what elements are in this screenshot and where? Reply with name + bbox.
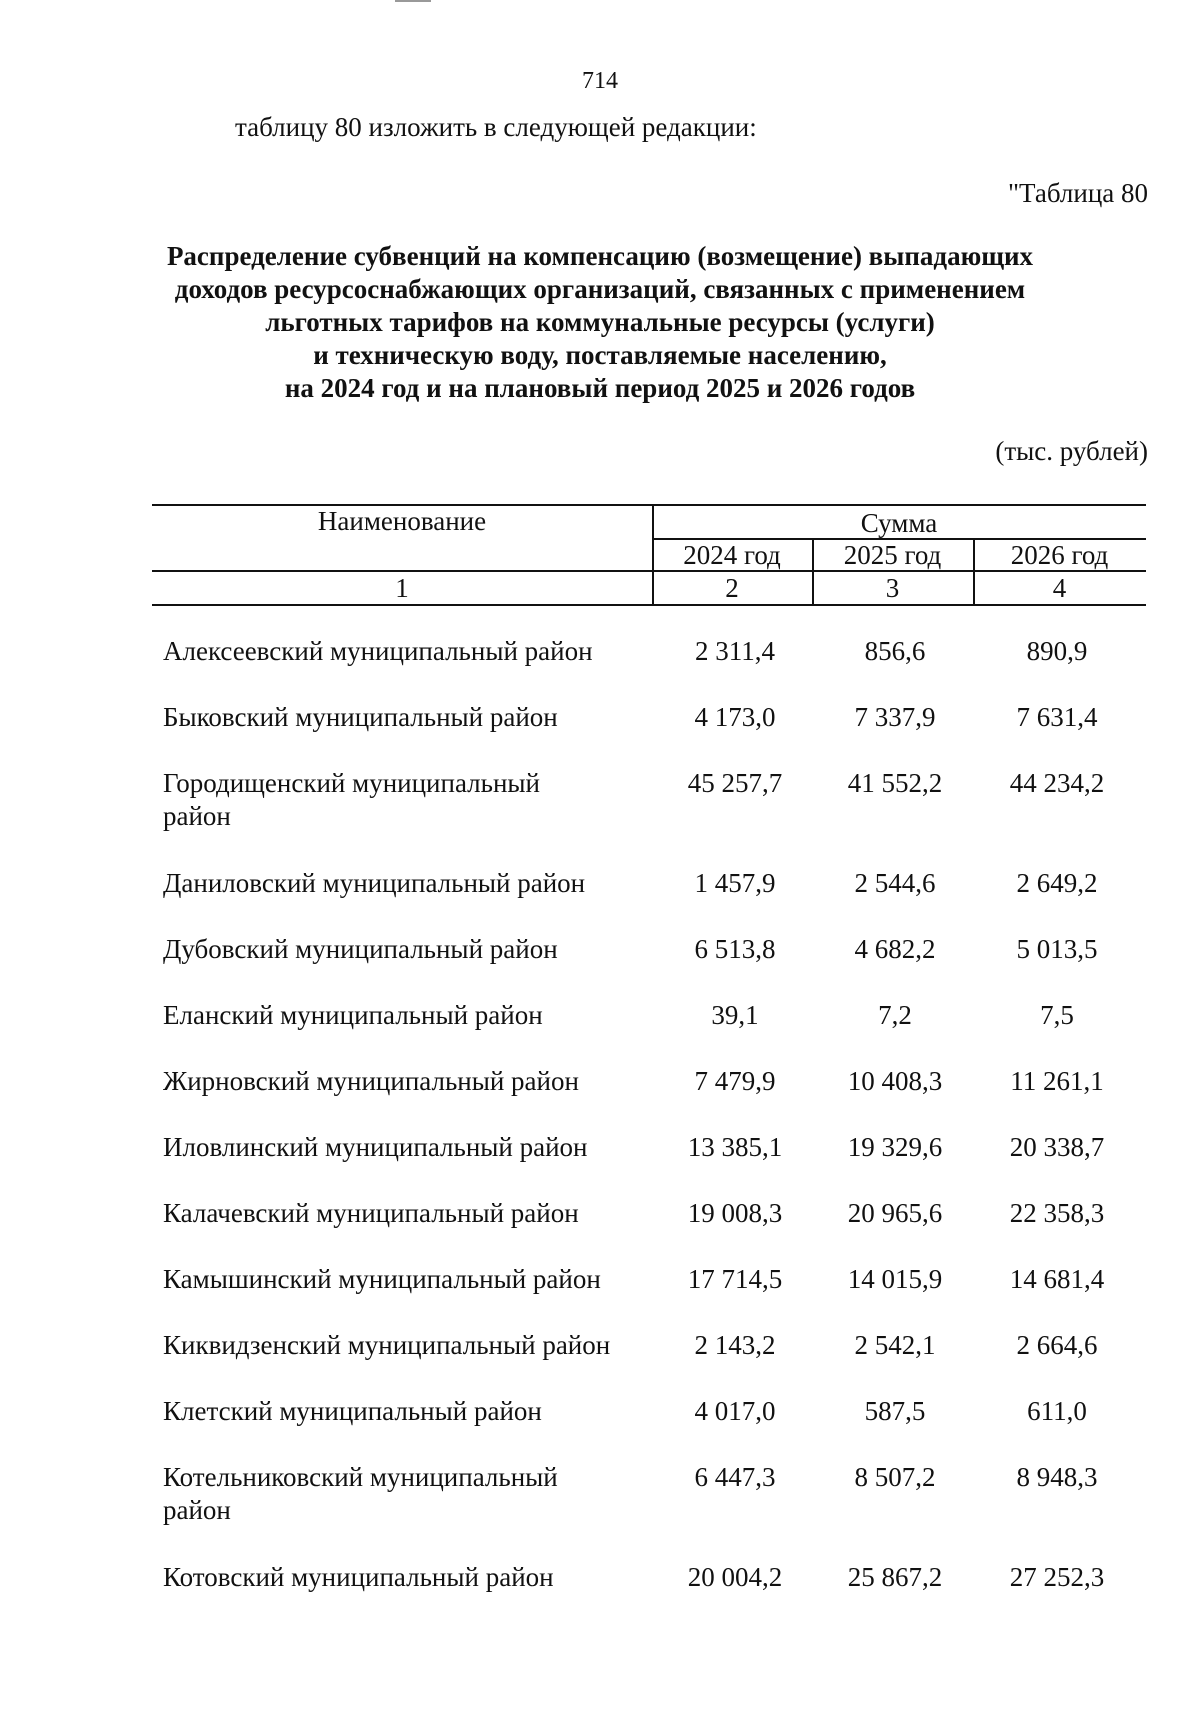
row-value-2024: 4 173,0 [694,702,776,732]
row-value-2026: 44 234,2 [1009,768,1105,798]
table-row [0,1461,1200,1561]
page-number: 714 [582,68,618,94]
row-value-2025: 4 682,2 [854,934,936,964]
row-value-2025: 10 408,3 [847,1066,943,1096]
row-value-2026: 14 681,4 [1009,1264,1105,1294]
row-value-2024: 6 513,8 [694,934,776,964]
row-name: Котельниковский муниципальный район [163,1462,558,1525]
row-name: Алексеевский муниципальный район [163,636,593,666]
title-line: Распределение субвенций на компенсацию (возмещение) выпадающих [166,241,1034,271]
row-value-2025: 25 867,2 [847,1562,943,1592]
row-value-2026: 8 948,3 [1016,1462,1098,1492]
header-year-2025: 2025 год [843,540,942,570]
row-name: Иловлинский муниципальный район [163,1132,588,1162]
row-value-2024: 19 008,3 [687,1198,783,1228]
row-value-2026: 2 664,6 [1016,1330,1098,1360]
header-bottom-rule [152,604,1146,606]
title-line: на 2024 год и на плановый период 2025 и 2026 годов [284,373,916,403]
table-row [0,1065,1200,1131]
row-value-2024: 20 004,2 [687,1562,783,1592]
row-value-2025: 8 507,2 [854,1462,936,1492]
table-row [0,635,1200,701]
row-value-2026: 890,9 [1026,636,1088,666]
table-row [0,701,1200,767]
row-value-2026: 611,0 [1027,1396,1087,1426]
row-value-2025: 856,6 [864,636,926,666]
row-name: Калачевский муниципальный район [163,1198,579,1228]
row-value-2024: 2 311,4 [695,636,775,666]
row-value-2025: 7,2 [878,1000,912,1030]
row-value-2026: 7 631,4 [1016,702,1098,732]
row-value-2024: 4 017,0 [694,1396,776,1426]
header-col-number-2: 2 [725,573,739,603]
header-col-number-4: 4 [1052,573,1067,603]
title-line: и техническую воду, поставляемые населению, [313,340,887,370]
table-row [0,933,1200,999]
row-value-2024: 6 447,3 [694,1462,776,1492]
row-value-2026: 22 358,3 [1009,1198,1105,1228]
table-row [0,867,1200,933]
header-col-number-3: 3 [885,573,900,603]
row-name: Еланский муниципальный район [163,1000,543,1030]
table-row [0,1263,1200,1329]
table-row [0,999,1200,1065]
scan-edge-mark [395,0,431,2]
row-value-2025: 2 542,1 [854,1330,936,1360]
row-name: Быковский муниципальный район [163,702,558,732]
intro-text: таблицу 80 изложить в следующей редакции: [235,112,757,142]
row-value-2026: 27 252,3 [1009,1562,1105,1592]
row-value-2025: 19 329,6 [847,1132,943,1162]
row-value-2025: 20 965,6 [847,1198,943,1228]
row-value-2024: 45 257,7 [687,768,783,798]
row-value-2026: 2 649,2 [1016,868,1098,898]
title-line: льготных тарифов на коммунальные ресурсы (услуги) [265,307,935,337]
row-value-2024: 17 714,5 [687,1264,783,1294]
row-value-2026: 20 338,7 [1009,1132,1105,1162]
row-value-2024: 7 479,9 [694,1066,776,1096]
row-value-2025: 14 015,9 [847,1264,943,1294]
table-label: "Таблица 80 [1008,178,1148,208]
table-row [0,1131,1200,1197]
row-value-2025: 2 544,6 [854,868,936,898]
header-year-2026: 2026 год [1010,540,1109,570]
row-name: Даниловский муниципальный район [163,868,586,898]
row-value-2025: 587,5 [864,1396,926,1426]
row-name: Дубовский муниципальный район [163,934,558,964]
header-col-number-1: 1 [395,573,409,603]
row-value-2025: 7 337,9 [854,702,936,732]
row-value-2026: 11 261,1 [1010,1066,1104,1096]
row-name: Жирновский муниципальный район [163,1066,579,1096]
row-value-2024: 13 385,1 [687,1132,783,1162]
row-value-2024: 2 143,2 [694,1330,776,1360]
table-body [0,635,1200,1627]
row-name: Городищенский муниципальный район [163,768,540,831]
row-value-2026: 7,5 [1040,1000,1074,1030]
table-row [0,767,1200,867]
table-row [0,1561,1200,1627]
title-line: доходов ресурсоснабжающих организаций, связанных с применением [174,274,1026,304]
row-value-2024: 1 457,9 [694,868,776,898]
table-title [0,240,1200,405]
units-label: (тыс. рублей) [995,436,1148,466]
table-row [0,1197,1200,1263]
row-name: Камышинский муниципальный район [163,1264,601,1294]
header-name: Наименование [317,506,487,536]
row-name: Клетский муниципальный район [163,1396,542,1426]
row-name: Киквидзенский муниципальный район [163,1330,611,1360]
header-sum: Сумма [860,508,938,538]
table-row [0,1395,1200,1461]
table-row [0,1329,1200,1395]
row-name: Котовский муниципальный район [163,1562,554,1592]
header-year-2024: 2024 год [683,540,781,570]
row-value-2025: 41 552,2 [847,768,943,798]
row-value-2024: 39,1 [711,1000,759,1030]
row-value-2026: 5 013,5 [1016,934,1098,964]
